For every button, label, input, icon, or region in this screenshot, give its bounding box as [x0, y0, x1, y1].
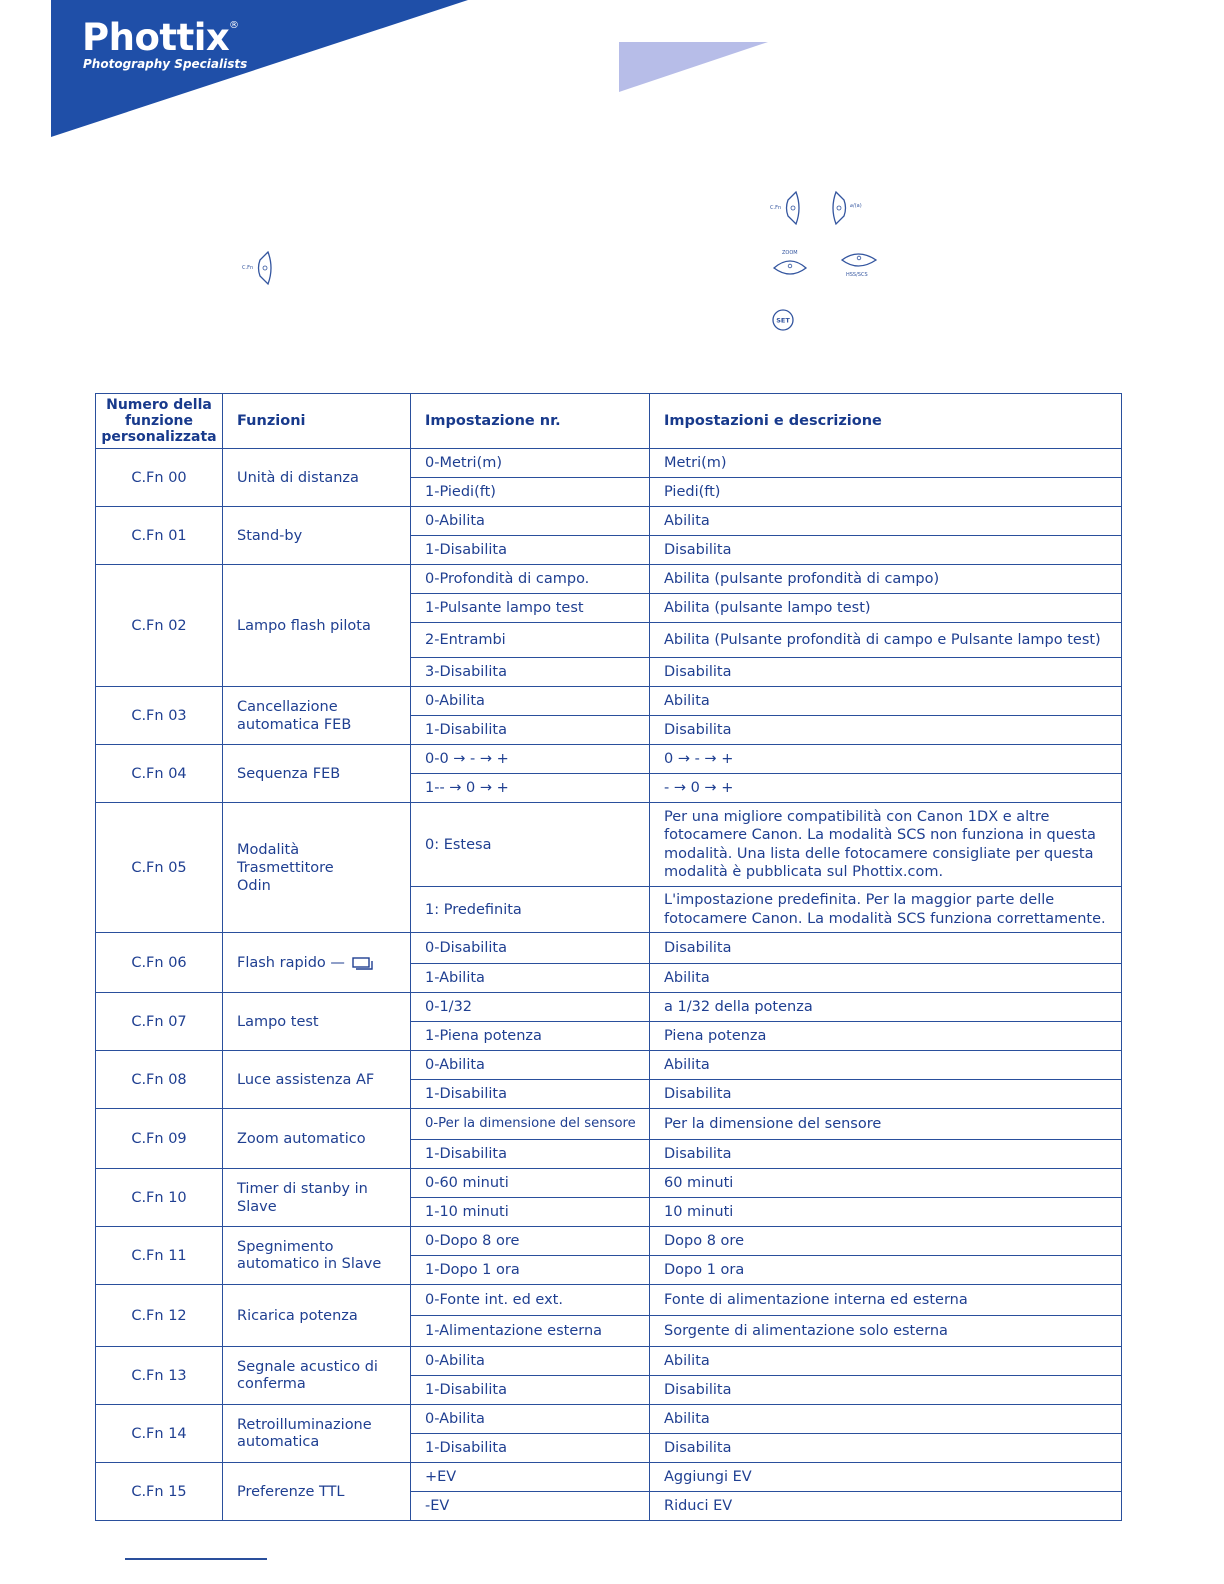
setting-desc: Dopo 1 ora	[650, 1256, 1122, 1285]
setting-nr: 0-Disabilita	[411, 933, 650, 964]
hss-scs-button-icon	[836, 246, 884, 280]
right-button-icon	[828, 190, 870, 226]
setting-desc: Abilita	[650, 1051, 1122, 1080]
header-functions: Funzioni	[223, 394, 411, 449]
table-row	[96, 745, 1122, 774]
cfn-code: C.Fn 02	[96, 565, 223, 687]
setting-nr: 1-Dopo 1 ora	[411, 1256, 650, 1285]
cfn-code: C.Fn 14	[96, 1405, 223, 1463]
table-row	[96, 1463, 1122, 1492]
cfn-function: Modalità Trasmettitore Odin	[223, 803, 411, 933]
cfn-code: C.Fn 15	[96, 1463, 223, 1521]
header-number: Numero della funzione personalizzata	[96, 394, 223, 449]
setting-nr: 1-Disabilita	[411, 1376, 650, 1405]
setting-desc: Abilita	[650, 964, 1122, 993]
table-row	[96, 1051, 1122, 1080]
setting-desc: Disabilita	[650, 716, 1122, 745]
setting-desc: L'impostazione predefinita. Per la maggior parte delle fotocamere Canon. La modalità SCS funziona correttamente.	[650, 887, 1122, 933]
setting-nr: 1-Alimentazione esterna	[411, 1316, 650, 1347]
cfn-code: C.Fn 05	[96, 803, 223, 933]
setting-desc: Sorgente di alimentazione solo esterna	[650, 1316, 1122, 1347]
table-row	[96, 687, 1122, 716]
cfn-function: Timer di stanby in Slave	[223, 1169, 411, 1227]
setting-nr: 1-Pulsante lampo test	[411, 594, 650, 623]
brand-logo: Phottix	[82, 16, 230, 59]
setting-desc: Abilita (pulsante lampo test)	[650, 594, 1122, 623]
zoom-button-icon	[768, 246, 812, 280]
table-row	[96, 565, 1122, 594]
cfn-code: C.Fn 04	[96, 745, 223, 803]
setting-nr: 0-Dopo 8 ore	[411, 1227, 650, 1256]
setting-nr: 1-Disabilita	[411, 1434, 650, 1463]
svg-text:⌀/(a): ⌀/(a)	[850, 203, 862, 209]
setting-nr: 2-Entrambi	[411, 623, 650, 658]
setting-nr: 3-Disabilita	[411, 658, 650, 687]
cfn-code: C.Fn 13	[96, 1347, 223, 1405]
table-row	[96, 1227, 1122, 1256]
cfn-left-button-icon	[240, 250, 280, 286]
cfn-function-cell	[223, 933, 411, 993]
cfn-code: C.Fn 03	[96, 687, 223, 745]
cfn-code: C.Fn 07	[96, 993, 223, 1051]
cfn-left-button-icon	[768, 190, 808, 226]
continuous-shooting-icon	[351, 955, 375, 971]
setting-desc: Disabilita	[650, 1376, 1122, 1405]
setting-desc: Aggiungi EV	[650, 1463, 1122, 1492]
table-row	[96, 1169, 1122, 1198]
setting-desc: 60 minuti	[650, 1169, 1122, 1198]
setting-desc: 10 minuti	[650, 1198, 1122, 1227]
setting-desc: 0 → - → +	[650, 745, 1122, 774]
setting-desc: Abilita	[650, 1347, 1122, 1376]
setting-desc: Abilita	[650, 507, 1122, 536]
setting-nr: 0-Abilita	[411, 1405, 650, 1434]
setting-nr: 1-- → 0 → +	[411, 774, 650, 803]
cfn-function: Cancellazione automatica FEB	[223, 687, 411, 745]
cfn-code: C.Fn 10	[96, 1169, 223, 1227]
setting-nr: 0-0 → - → +	[411, 745, 650, 774]
setting-nr: 1-Disabilita	[411, 1140, 650, 1169]
setting-nr: 0: Estesa	[411, 803, 650, 887]
cfn-function: Zoom automatico	[223, 1109, 411, 1169]
setting-nr: 0-Abilita	[411, 1051, 650, 1080]
setting-nr: 1-Abilita	[411, 964, 650, 993]
custom-functions-table	[95, 393, 1122, 1521]
table-header-row	[96, 394, 1122, 449]
cfn-code: C.Fn 09	[96, 1109, 223, 1169]
cfn-code: C.Fn 00	[96, 449, 223, 507]
svg-text:C.Fn: C.Fn	[242, 265, 254, 271]
setting-desc: Disabilita	[650, 933, 1122, 964]
setting-desc: - → 0 → +	[650, 774, 1122, 803]
cfn-function: Segnale acustico di conferma	[223, 1347, 411, 1405]
setting-nr: 0-60 minuti	[411, 1169, 650, 1198]
setting-desc: Abilita	[650, 687, 1122, 716]
table-row	[96, 507, 1122, 536]
cfn-function: Luce assistenza AF	[223, 1051, 411, 1109]
setting-desc: Per una migliore compatibilità con Canon 1DX e altre fotocamere Canon. La modalità SCS non funziona in questa modalità. Una lista delle fotocamere consigliate per questa modalità è pubblicata sul Phottix.com.	[650, 803, 1122, 887]
cfn-function: Unità di distanza	[223, 449, 411, 507]
cfn-function: Lampo test	[223, 993, 411, 1051]
header-setting-nr: Impostazione nr.	[411, 394, 650, 449]
setting-nr: 1-Disabilita	[411, 1080, 650, 1109]
footer-rule	[125, 1558, 267, 1560]
cfn-function: Spegnimento automatico in Slave	[223, 1227, 411, 1285]
setting-nr: 0-Profondità di campo.	[411, 565, 650, 594]
brand-tagline: Photography Specialists	[83, 57, 248, 71]
cfn-function: Stand-by	[223, 507, 411, 565]
svg-text:SET: SET	[776, 316, 790, 325]
cfn-code: C.Fn 08	[96, 1051, 223, 1109]
table-row	[96, 1405, 1122, 1434]
setting-desc: Disabilita	[650, 1140, 1122, 1169]
setting-nr: 1-Disabilita	[411, 716, 650, 745]
setting-nr: 0-Abilita	[411, 507, 650, 536]
svg-text:C.Fn: C.Fn	[770, 205, 782, 211]
table-row	[96, 1347, 1122, 1376]
brand-registered-mark: ®	[229, 20, 239, 31]
setting-nr: 0-Abilita	[411, 1347, 650, 1376]
setting-desc: Abilita (pulsante profondità di campo)	[650, 565, 1122, 594]
table-row	[96, 803, 1122, 887]
setting-nr: 0-Per la dimensione del sensore	[411, 1109, 650, 1140]
setting-nr: 0-Fonte int. ed ext.	[411, 1285, 650, 1316]
setting-desc: Dopo 8 ore	[650, 1227, 1122, 1256]
setting-desc: Riduci EV	[650, 1492, 1122, 1521]
setting-desc: Fonte di alimentazione interna ed esterna	[650, 1285, 1122, 1316]
setting-desc: Abilita	[650, 1405, 1122, 1434]
setting-desc: Disabilita	[650, 1434, 1122, 1463]
header-description: Impostazioni e descrizione	[650, 394, 1122, 449]
cfn-code: C.Fn 11	[96, 1227, 223, 1285]
svg-text:HSS/SCS: HSS/SCS	[846, 272, 868, 278]
cfn-function: Flash rapido —	[237, 954, 345, 971]
header-accent-wedge	[619, 42, 768, 92]
setting-nr: 1-10 minuti	[411, 1198, 650, 1227]
setting-nr: -EV	[411, 1492, 650, 1521]
setting-desc: a 1/32 della potenza	[650, 993, 1122, 1022]
setting-desc: Abilita (Pulsante profondità di campo e Pulsante lampo test)	[650, 623, 1122, 658]
setting-desc: Disabilita	[650, 1080, 1122, 1109]
setting-desc: Piena potenza	[650, 1022, 1122, 1051]
set-button-icon	[771, 308, 795, 332]
setting-nr: 1-Piena potenza	[411, 1022, 650, 1051]
cfn-code: C.Fn 06	[96, 933, 223, 993]
cfn-code: C.Fn 12	[96, 1285, 223, 1347]
cfn-code: C.Fn 01	[96, 507, 223, 565]
cfn-function: Lampo flash pilota	[223, 565, 411, 687]
table-row	[96, 993, 1122, 1022]
setting-nr: 0-1/32	[411, 993, 650, 1022]
cfn-function: Preferenze TTL	[223, 1463, 411, 1521]
table-row	[96, 449, 1122, 478]
setting-desc: Disabilita	[650, 658, 1122, 687]
setting-nr: 1-Piedi(ft)	[411, 478, 650, 507]
cfn-function: Ricarica potenza	[223, 1285, 411, 1347]
svg-text:ZOOM: ZOOM	[782, 250, 798, 256]
table-row	[96, 1285, 1122, 1316]
setting-desc: Disabilita	[650, 536, 1122, 565]
cfn-function: Retroilluminazione automatica	[223, 1405, 411, 1463]
setting-desc: Per la dimensione del sensore	[650, 1109, 1122, 1140]
table-row	[96, 933, 1122, 964]
setting-nr: 0-Abilita	[411, 687, 650, 716]
cfn-function: Sequenza FEB	[223, 745, 411, 803]
setting-nr: 1-Disabilita	[411, 536, 650, 565]
setting-desc: Metri(m)	[650, 449, 1122, 478]
table-row	[96, 1109, 1122, 1140]
setting-desc: Piedi(ft)	[650, 478, 1122, 507]
setting-nr: +EV	[411, 1463, 650, 1492]
setting-nr: 1: Predefinita	[411, 887, 650, 933]
setting-nr: 0-Metri(m)	[411, 449, 650, 478]
